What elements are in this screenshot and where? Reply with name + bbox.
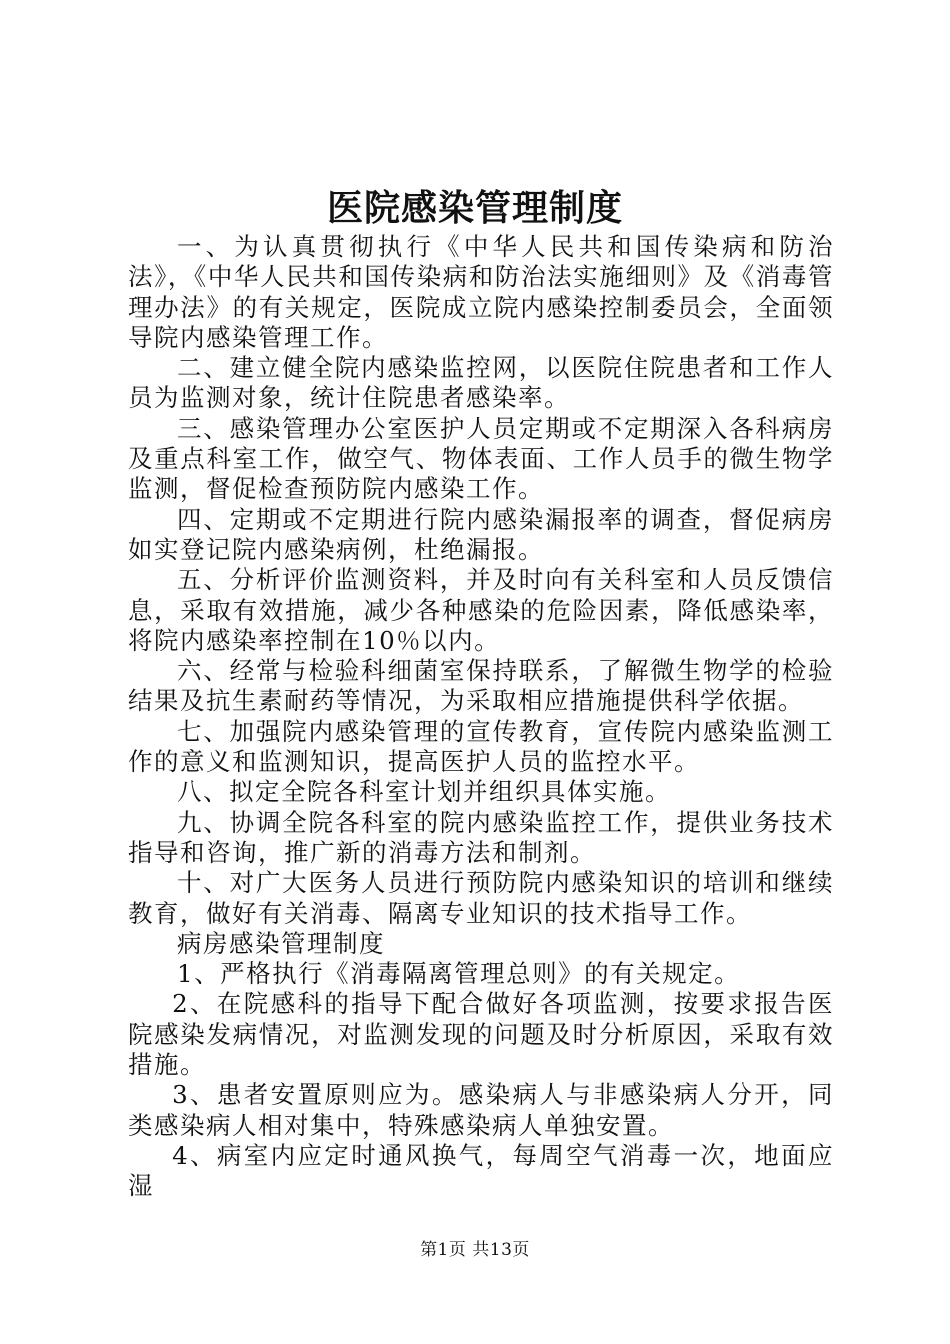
section-heading: 病房感染管理制度 (177, 928, 385, 958)
paragraph-2: 二、建立健全院内感染监控网，以医院住院患者和工作人员为监测对象，统计住院患者感染率。 (128, 353, 834, 413)
paragraph-4: 四、定期或不定期进行院内感染漏报率的调查，督促病房如实登记院内感染病例，杜绝漏报。 (128, 504, 834, 564)
paragraph-5: 五、分析评价监测资料，并及时向有关科室和人员反馈信息，采取有效措施，减少各种感染的危险因素，降低感染率，将院内感染率控制在10％以内。 (128, 565, 834, 655)
document-title: 医院感染管理制度 (326, 187, 623, 229)
paragraph-6: 六、经常与检验科细菌室保持联系，了解微生物学的检验结果及抗生素耐药等情况，为采取相应措施提供科学依据。 (128, 656, 834, 716)
paragraph-7: 七、加强院内感染管理的宣传教育，宣传院内感染监测工作的意义和监测知识，提高医护人员的监控水平。 (128, 716, 834, 777)
rule-1: 1、严格执行《消毒隔离管理总则》的有关规定。 (177, 959, 741, 989)
paragraph-8: 八、拟定全院各科室计划并组织具体实施。 (177, 777, 671, 807)
paragraph-10: 十、对广大医务人员进行预防院内感染知识的培训和继续教育，做好有关消毒、隔离专业知识的技术指导工作。 (128, 868, 834, 928)
paragraph-1: 一、为认真贯彻执行《中华人民共和国传染病和防治法》，《中华人民共和国传染病和防治法实施细则》及《消毒管理办法》的有关规定，医院成立院内感染控制委员会，全面领导院内感染管理工作。 (128, 232, 834, 352)
document-body (128, 232, 834, 1202)
rule-4: 4、病室内应定时通风换气，每周空气消毒一次，地面应湿 (128, 1140, 834, 1201)
rule-2: 2、在院感科的指导下配合做好各项监测，按要求报告医院感染发病情况，对监测发现的问题及时分析原因，采取有效措施。 (128, 989, 834, 1080)
paragraph-3: 三、感染管理办公室医护人员定期或不定期深入各科病房及重点科室工作，做空气、物体表面、工作人员手的微生物学监测，督促检查预防院内感染工作。 (128, 413, 834, 504)
page-number: 第1页 共13页 (420, 1240, 530, 1260)
paragraph-9: 九、协调全院各科室的院内感染监控工作，提供业务技术指导和咨询，推广新的消毒方法和制剂。 (128, 807, 834, 867)
rule-3: 3、患者安置原则应为。感染病人与非感染病人分开，同类感染病人相对集中，特殊感染病人单独安置。 (128, 1080, 834, 1140)
